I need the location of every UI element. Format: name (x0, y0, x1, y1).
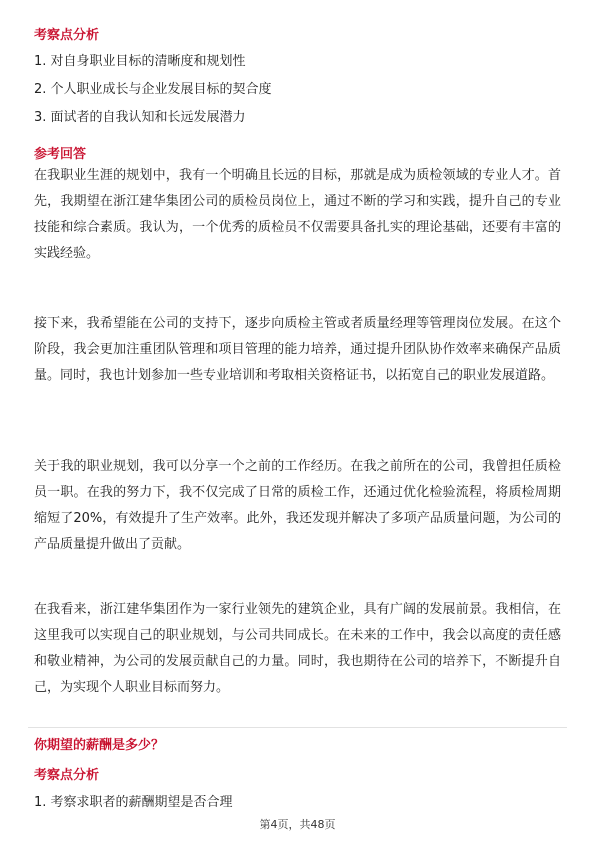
answer-paragraph: 关于我的职业规划，我可以分享一个之前的工作经历。在我之前所在的公司，我曾担任质检员一职。在我的努力下，我不仅完成了日常的质检工作，还通过优化检验流程，将质检周期缩短了20%，有效提升了生产效率。此外，我还发现并解决了多项产品质量问题，为公司的产品质量提升做出了贡献。 (34, 459, 561, 552)
answer-paragraph: 在我职业生涯的规划中，我有一个明确且长远的目标，那就是成为质检领域的专业人才。首先，我期望在浙江建华集团公司的质检员岗位上，通过不断的学习和实践，提升自己的专业技能和综合素质。我认为，一个优秀的质检员不仅需要具备扎实的理论基础，还要有丰富的实践经验。 (34, 168, 561, 261)
answer-heading: 参考回答 (34, 147, 87, 162)
list-item: 3. 面试者的自我认知和长远发展潜力 (34, 110, 246, 125)
list-item: 1. 对自身职业目标的清晰度和规划性 (34, 54, 246, 69)
list-item: 1. 考察求职者的薪酬期望是否合理 (34, 795, 233, 810)
section-heading: 考察点分析 (34, 768, 100, 783)
section-heading: 考察点分析 (34, 28, 100, 43)
answer-paragraph: 接下来，我希望能在公司的支持下，逐步向质检主管或者质量经理等管理岗位发展。在这个阶段，我会更加注重团队管理和项目管理的能力培养，通过提升团队协作效率来确保产品质量。同时，我也计划参加一些专业培训和考取相关资格证书，以拓宽自己的职业发展道路。 (34, 316, 561, 383)
answer-paragraph: 在我看来，浙江建华集团作为一家行业领先的建筑企业，具有广阔的发展前景。我相信，在这里我可以实现自己的职业规划，与公司共同成长。在未来的工作中，我会以高度的责任感和敬业精神，为公司的发展贡献自己的力量。同时，我也期待在公司的培养下，不断提升自己，为实现个人职业目标而努力。 (34, 602, 561, 695)
question-title: 你期望的薪酬是多少？ (34, 738, 165, 753)
list-item: 2. 个人职业成长与企业发展目标的契合度 (34, 82, 272, 97)
page-number: 第4页，共48页 (259, 818, 336, 831)
section-divider (28, 727, 567, 728)
